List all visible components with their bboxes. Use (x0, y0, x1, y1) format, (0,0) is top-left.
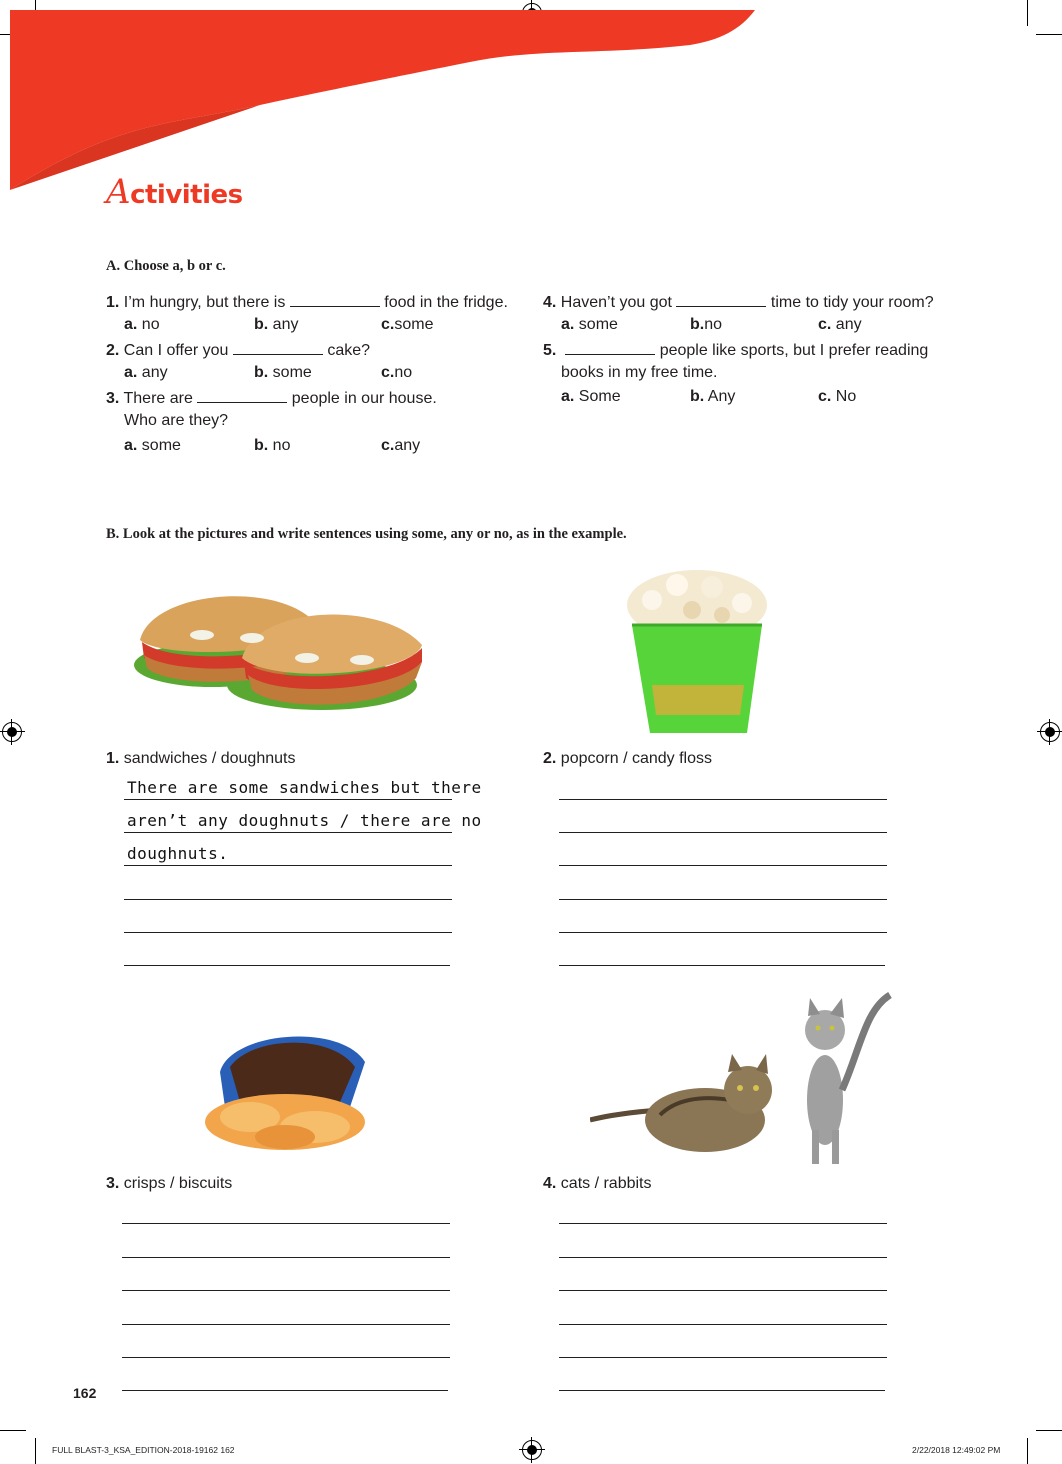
writing-line[interactable] (124, 965, 450, 966)
sandwiches-image (132, 580, 427, 720)
writing-line[interactable] (559, 965, 885, 966)
writing-line[interactable] (122, 1290, 450, 1291)
writing-line[interactable] (122, 1390, 448, 1391)
item-3-label: 3. crisps / biscuits (106, 1175, 233, 1192)
q1-option-b[interactable]: b. any (254, 316, 299, 333)
writing-line[interactable] (559, 1290, 887, 1291)
q3-option-c[interactable]: c.any (381, 437, 421, 454)
writing-line[interactable] (559, 1324, 887, 1325)
q3-option-a[interactable]: a. some (124, 437, 181, 454)
header-banner (0, 0, 1062, 200)
crop-mark (1036, 1430, 1062, 1431)
question-5-line-2: books in my free time. (561, 364, 718, 381)
crop-mark (1027, 1438, 1028, 1464)
cats-image (590, 990, 910, 1170)
writing-line[interactable] (559, 865, 887, 866)
crop-mark (0, 1430, 26, 1431)
section-b-instruction: B. Look at the pictures and write sentences using some, any or no, as in the example. (106, 526, 627, 542)
footer-timestamp: 2/22/2018 12:49:02 PM (912, 1445, 1001, 1455)
answer-blank[interactable] (676, 292, 766, 307)
writing-line[interactable] (124, 832, 452, 833)
writing-line[interactable] (124, 865, 452, 866)
q5-option-c[interactable]: c. No (818, 388, 857, 405)
item-1-label: 1. sandwiches / doughnuts (106, 750, 296, 767)
writing-line[interactable] (124, 799, 452, 800)
registration-mark-icon (2, 722, 22, 742)
question-3-line-2: Who are they? (124, 412, 229, 429)
q1-option-a[interactable]: a. no (124, 316, 160, 333)
registration-mark-icon (1040, 722, 1060, 742)
registration-mark-icon (522, 1440, 542, 1460)
question-3: 3. There are people in our house. (106, 390, 437, 407)
popcorn-image (622, 565, 772, 740)
writing-line[interactable] (559, 832, 887, 833)
footer-file-info: FULL BLAST-3_KSA_EDITION-2018-19162 162 (52, 1445, 235, 1455)
q3-option-b[interactable]: b. no (254, 437, 291, 454)
writing-line[interactable] (122, 1357, 450, 1358)
writing-line[interactable] (559, 1257, 887, 1258)
item-4-label: 4. cats / rabbits (543, 1175, 652, 1192)
writing-line[interactable] (559, 1223, 887, 1224)
q4-option-a[interactable]: a. some (561, 316, 618, 333)
page-number: 162 (73, 1385, 97, 1401)
writing-line[interactable] (559, 1357, 887, 1358)
answer-blank[interactable] (197, 388, 287, 403)
q5-option-b[interactable]: b. Any (690, 388, 736, 405)
writing-line[interactable] (559, 1390, 885, 1391)
page-title: Activities (106, 172, 243, 212)
example-answer-line-2: aren’t any doughnuts / there are no (127, 811, 482, 830)
writing-line[interactable] (122, 1257, 450, 1258)
question-1: 1. I’m hungry, but there is food in the fridge. (106, 294, 508, 311)
writing-line[interactable] (122, 1223, 450, 1224)
question-4: 4. Haven’t you got time to tidy your room? (543, 294, 934, 311)
writing-line[interactable] (559, 799, 887, 800)
crop-mark (35, 1438, 36, 1464)
answer-blank[interactable] (233, 340, 323, 355)
crisps-image (200, 1022, 370, 1154)
q1-option-c[interactable]: c.some (381, 316, 434, 333)
question-5: 5. people like sports, but I prefer reading (543, 342, 929, 359)
q4-option-b[interactable]: b.no (690, 316, 723, 333)
q2-option-a[interactable]: a. any (124, 364, 168, 381)
q2-option-c[interactable]: c.no (381, 364, 413, 381)
example-answer-line-3: doughnuts. (127, 844, 229, 863)
answer-blank[interactable] (565, 340, 655, 355)
writing-line[interactable] (122, 1324, 450, 1325)
writing-line[interactable] (124, 932, 452, 933)
writing-line[interactable] (124, 899, 452, 900)
q2-option-b[interactable]: b. some (254, 364, 312, 381)
writing-line[interactable] (559, 899, 887, 900)
answer-blank[interactable] (290, 292, 380, 307)
example-answer-line-1: There are some sandwiches but there (127, 778, 482, 797)
writing-line[interactable] (559, 932, 887, 933)
question-2: 2. Can I offer you cake? (106, 342, 371, 359)
q4-option-c[interactable]: c. any (818, 316, 862, 333)
q5-option-a[interactable]: a. Some (561, 388, 621, 405)
section-a-instruction: A. Choose a, b or c. (106, 258, 226, 274)
item-2-label: 2. popcorn / candy floss (543, 750, 712, 767)
